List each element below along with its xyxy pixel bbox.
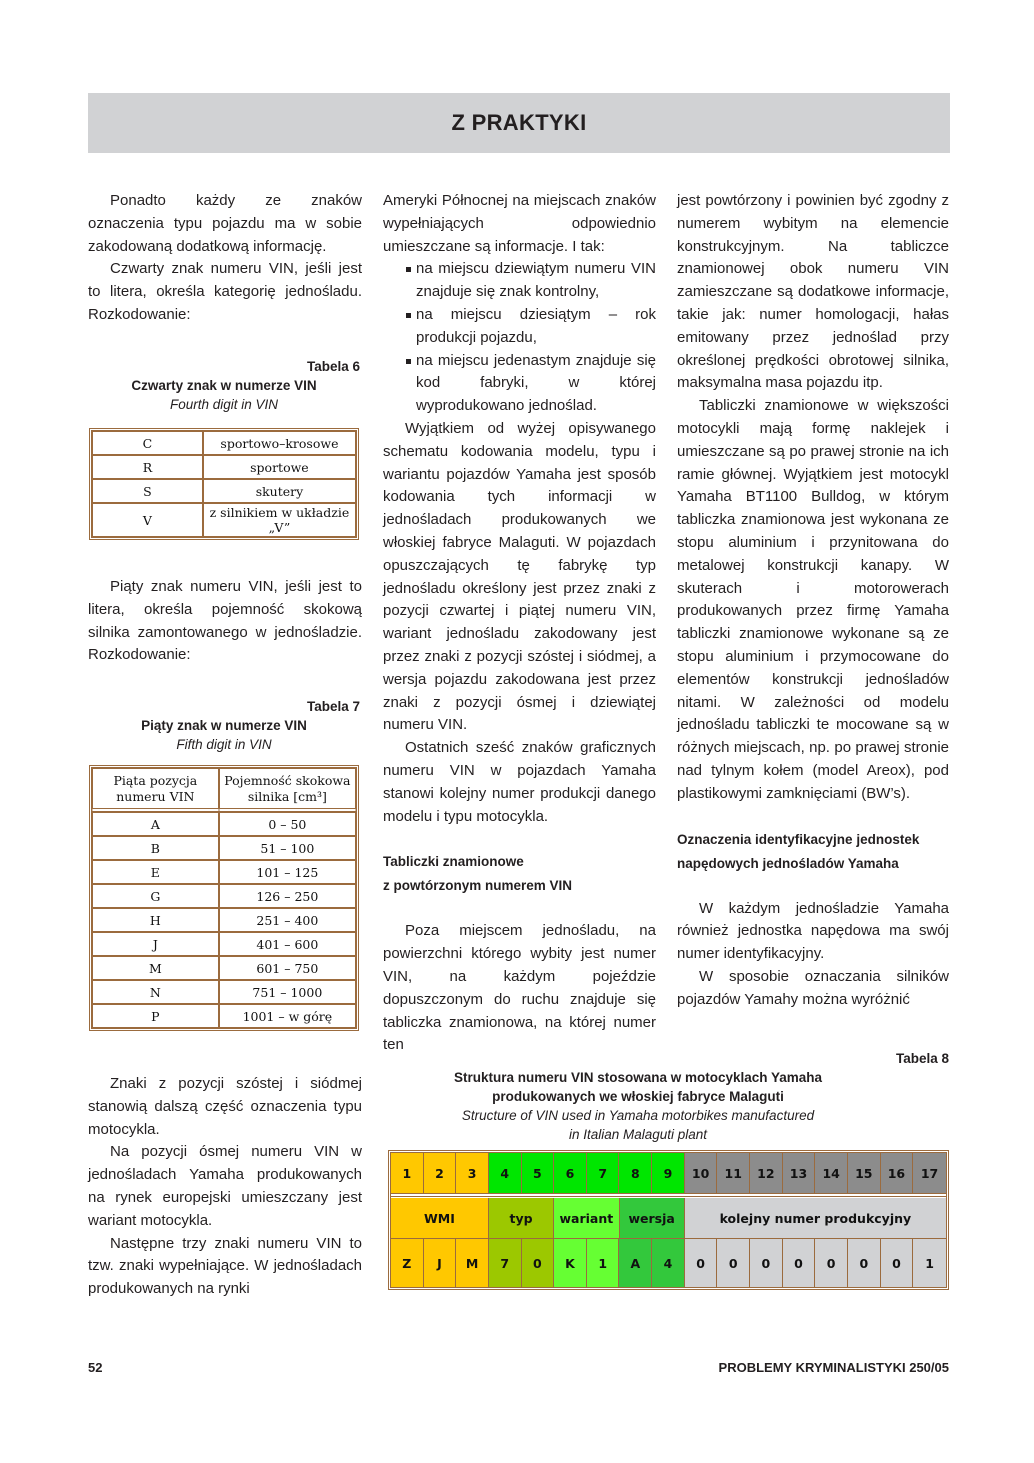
paragraph: Wyjątkiem od wyżej opisywanego schematu kodowania modelu, typu i wariantu pojazdów Yamaha jest sposób kodowania tych informacji w jednośladach produkowanych we włoskiej fabryce Malaguti. W pojazdach opuszczających tę fabrykę typ jednośladu określony jest przez znaki z pozycji czwartej i piątej numeru VIN, wariant jednośladu zakodowany jest przez znaki z pozycji szóstej i siódmej, a wersja pojazdu zakodowana jest przez znaki z pozycji ósmej i dziewiątej numeru VIN. <box>383 419 656 734</box>
vin-example-cell: K <box>554 1239 587 1287</box>
code-cell: G <box>92 884 219 908</box>
subheading: z powtórzonym numerem VIN <box>383 878 573 894</box>
vin-position-cell: 12 <box>750 1153 783 1193</box>
code-cell: H <box>92 908 219 932</box>
table8-label: Tabela 8 <box>895 1051 949 1066</box>
vin-position-cell: 7 <box>587 1153 620 1193</box>
vin-example-cell: M <box>456 1239 489 1287</box>
vin-example-cell: 0 <box>750 1239 783 1287</box>
subheading: Tabliczki znamionowe <box>383 854 524 870</box>
table7-subtitle: Fifth digit in VIN <box>176 737 272 752</box>
paragraph: Ostatnich sześć znaków graficznych numeru VIN w pojazdach Yamaha stanowi kolejny numer produkcji danego modelu i typu motocykla. <box>383 739 656 825</box>
vin-position-cell: 14 <box>815 1153 848 1193</box>
table8-title: Struktura numeru VIN stosowana w motocyklach Yamaha <box>453 1070 823 1085</box>
vin-example-cell: Z <box>391 1239 424 1287</box>
vin-position-cell: 16 <box>881 1153 914 1193</box>
table8-title: produkowanych we włoskiej fabryce Malaguti <box>492 1089 784 1104</box>
section-header-band <box>88 93 950 153</box>
code-cell: R <box>92 455 203 479</box>
subheading: napędowych jednośladów Yamaha <box>677 855 899 871</box>
vin-position-cell: 1 <box>391 1153 424 1193</box>
table6-label: Tabela 6 <box>306 359 360 374</box>
code-cell: A <box>92 812 219 836</box>
vin-group-cell: typ <box>489 1198 554 1238</box>
column-2 <box>383 190 656 1057</box>
code-cell: B <box>92 836 219 860</box>
capacity-cell: 601 – 750 <box>219 956 356 980</box>
vin-group-cell: WMI <box>391 1198 489 1238</box>
vin-example-cell: 0 <box>815 1239 848 1287</box>
bullet-item: na miejscu dziewiątym numeru VIN znajduje się znak kontrolny, <box>383 258 656 304</box>
code-cell: M <box>92 956 219 980</box>
paragraph: jest powtórzony i powinien być zgodny z numerem wybitym na elemencie konstrukcyjnym. Na tabliczce znamionowej obok numeru VIN zamieszczane są dodatkowe informacje, takie jak: numer homologacji, hałas emitowany przez jednoślad przy określonej prędkości obrotowej silnika, maksymalna masa pojazdu itp. <box>677 192 949 392</box>
capacity-cell: 0 – 50 <box>219 812 356 836</box>
bullet-item: na miejscu jedenastym znajduje się kod fabryki, w której wyprodukowano jednoślad. <box>383 350 656 418</box>
code-cell: V <box>92 503 203 537</box>
code-cell: E <box>92 860 219 884</box>
table-row <box>92 836 356 860</box>
vin-position-cell: 10 <box>685 1153 718 1193</box>
paragraph: Piąty znak numeru VIN, jeśli jest to litera, określa pojemność skokową silnika zamontowanego w jednośladzie. Rozkodowanie: <box>88 578 362 664</box>
table-row <box>92 884 356 908</box>
vin-example-cell: J <box>424 1239 457 1287</box>
page-number: 52 <box>88 1360 103 1375</box>
table7-header-position: Piąta pozycja numeru VIN <box>92 768 219 812</box>
code-cell: J <box>92 932 219 956</box>
vin-structure-table <box>388 1150 949 1290</box>
vin-position-cell: 5 <box>522 1153 555 1193</box>
vin-groups-row <box>391 1198 946 1239</box>
vin-position-cell: 11 <box>717 1153 750 1193</box>
column-1 <box>88 190 362 327</box>
paragraph: Tabliczki znamionowe w większości motocykli mają formę naklejek i umieszczane są po prawej stronie na ich ramie głównej. Wyjątkiem jest motocykl Yamaha BT1100 Bulldog, w którym tabliczka znamionowa jest wykonana ze stopu aluminium i przynitowana do metalowej konstrukcji kanapy. W skuterach i motorowerach produkowanych przez firmę Yamaha tabliczki znamionowe wykonane są ze stopu aluminium i przymocowane do elementów konstrukcji jednośladów nitami. W zależności od modelu jednośladu tabliczki te mocowane są w różnych miejscach, np. po prawej stronie nad tylnym kołem (model Areox), pod plastikowymi zamknięciami (BW’s). <box>677 397 949 802</box>
subheading: Oznaczenia identyfikacyjne jednostek <box>677 831 920 847</box>
vin-position-cell: 4 <box>489 1153 522 1193</box>
vin-example-cell: 0 <box>881 1239 914 1287</box>
table7 <box>89 765 359 1031</box>
paragraph: Czwarty znak numeru VIN, jeśli jest to litera, określa kategorię jednośladu. Rozkodowanie: <box>88 260 362 323</box>
code-cell: C <box>92 431 203 455</box>
table-row <box>92 455 356 479</box>
vin-example-cell: 7 <box>489 1239 522 1287</box>
table8-subtitle: in Italian Malaguti plant <box>568 1127 708 1142</box>
vin-position-cell: 2 <box>424 1153 457 1193</box>
table7-caption <box>88 697 360 754</box>
table7-label: Tabela 7 <box>306 699 360 714</box>
vin-group-cell: kolejny numer produkcyjny <box>685 1198 946 1238</box>
capacity-cell: 251 – 400 <box>219 908 356 932</box>
table6 <box>89 428 359 540</box>
table-row <box>92 860 356 884</box>
vin-example-cell: 4 <box>652 1239 685 1287</box>
category-cell: sportowe <box>203 455 356 479</box>
bullet-item: na miejscu dziesiątym – rok produkcji pojazdu, <box>383 304 656 350</box>
table-row <box>92 503 356 537</box>
paragraph: Na pozycji ósmej numeru VIN w jednośladach Yamaha produkowanych na rynek europejski umieszczany jest wariant motocykla. <box>88 1143 362 1229</box>
paragraph: Poza miejscem jednośladu, na powierzchni którego wybity jest numer VIN, na każdym pojeździe dopuszczonym do ruchu znajduje się tabliczka znamionowa, na której numer ten <box>383 922 656 1054</box>
vin-group-cell: wariant <box>554 1198 619 1238</box>
code-cell: P <box>92 1004 219 1028</box>
vin-example-cell: 0 <box>848 1239 881 1287</box>
table7-title: Piąty znak w numerze VIN <box>141 718 307 733</box>
vin-position-cell: 15 <box>848 1153 881 1193</box>
vin-group-cell: wersja <box>620 1198 685 1238</box>
vin-example-cell: 1 <box>587 1239 620 1287</box>
table8-subtitle: Structure of VIN used in Yamaha motorbikes manufactured <box>461 1108 815 1123</box>
paragraph: Następne trzy znaki numeru VIN to tzw. znaki wypełniające. W jednośladach produkowanych na rynki <box>88 1234 362 1298</box>
vin-example-cell: 0 <box>717 1239 750 1287</box>
table-row <box>92 812 356 836</box>
vin-positions-row <box>391 1153 946 1197</box>
table-row <box>92 1004 356 1028</box>
vin-position-cell: 13 <box>783 1153 816 1193</box>
paragraph: Ameryki Północnej na miejscach znaków wypełniających odpowiednio umieszczane są informacje. I tak: <box>383 192 656 255</box>
capacity-cell: 401 – 600 <box>219 932 356 956</box>
section-title: Z PRAKTYKI <box>451 110 587 135</box>
table-row <box>92 908 356 932</box>
paragraph: W każdym jednośladzie Yamaha również jednostka napędowa ma swój numer identyfikacyjny. <box>677 899 949 963</box>
vin-position-cell: 3 <box>456 1153 489 1193</box>
journal-name: PROBLEMY KRYMINALISTYKI 250/05 <box>718 1360 949 1375</box>
code-cell: N <box>92 980 219 1004</box>
table6-title: Czwarty znak w numerze VIN <box>131 378 317 393</box>
table6-subtitle: Fourth digit in VIN <box>169 397 279 412</box>
capacity-cell: 101 – 125 <box>219 860 356 884</box>
paragraph: Ponadto każdy ze znaków oznaczenia typu pojazdu ma w sobie zakodowaną dodatkową informację. <box>88 192 362 255</box>
paragraph: W sposobie oznaczania silników pojazdów Yamahy można wyróżnić <box>677 967 949 1008</box>
table6-caption <box>88 357 360 414</box>
column-3 <box>677 190 949 1012</box>
table7-header-capacity: Pojemność skokowa silnika [cm³] <box>219 768 356 812</box>
vin-example-cell: A <box>619 1239 652 1287</box>
capacity-cell: 126 – 250 <box>219 884 356 908</box>
table-row <box>92 932 356 956</box>
column-1-bottom <box>88 1073 362 1301</box>
table-row <box>92 479 356 503</box>
vin-position-cell: 6 <box>554 1153 587 1193</box>
paragraph: Znaki z pozycji szóstej i siódmej stanowią dalszą część oznaczenia typu motocykla. <box>88 1075 362 1138</box>
vin-position-cell: 9 <box>652 1153 685 1193</box>
column-1-mid <box>88 576 362 667</box>
bullet-list <box>383 258 656 418</box>
capacity-cell: 51 – 100 <box>219 836 356 860</box>
vin-example-cell: 0 <box>685 1239 718 1287</box>
vin-example-cell: 0 <box>783 1239 816 1287</box>
capacity-cell: 1001 – w górę <box>219 1004 356 1028</box>
table8-caption <box>388 1049 949 1144</box>
vin-position-cell: 17 <box>913 1153 946 1193</box>
vin-example-cell: 1 <box>913 1239 946 1287</box>
vin-position-cell: 8 <box>619 1153 652 1193</box>
table-row <box>92 956 356 980</box>
table-row <box>92 431 356 455</box>
vin-example-row <box>391 1239 946 1287</box>
category-cell: skutery <box>203 479 356 503</box>
vin-example-cell: 0 <box>522 1239 555 1287</box>
table-row <box>92 980 356 1004</box>
category-cell: sportowo–krosowe <box>203 431 356 455</box>
capacity-cell: 751 – 1000 <box>219 980 356 1004</box>
category-cell: z silnikiem w układzie „V” <box>203 503 356 537</box>
code-cell: S <box>92 479 203 503</box>
